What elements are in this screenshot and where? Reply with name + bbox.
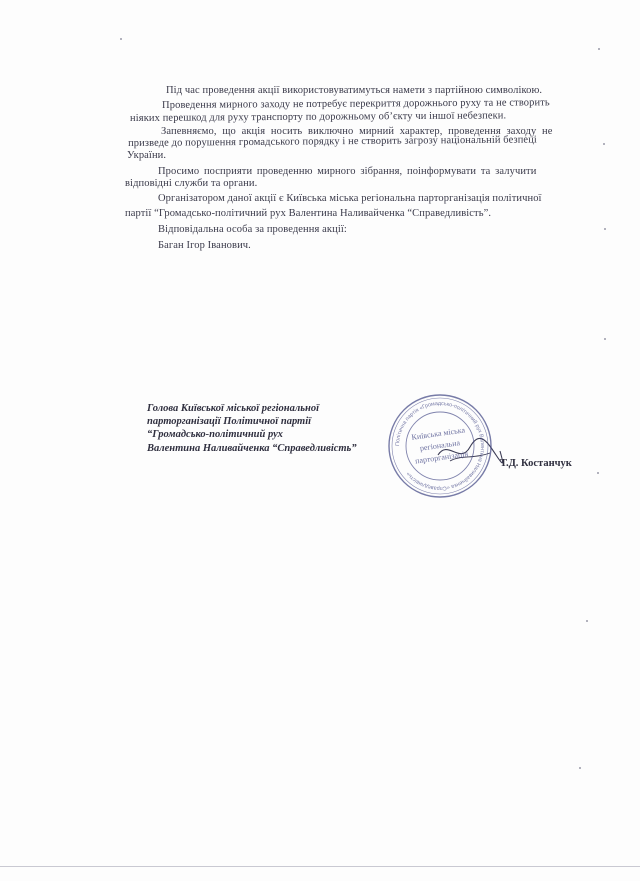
paragraph-4-line-2: відповідні служби та органи. (125, 178, 258, 189)
scan-speck (597, 472, 599, 474)
organization-stamp (386, 392, 494, 500)
paragraph-6-line-1: Відповідальна особа за проведення акції: (158, 224, 347, 235)
signatory-name: Т.Д. Костанчук (500, 458, 572, 469)
stamp-ring-text: Політична партія «Громадсько-політичний рух Валентина Наливайченка «Справедливість» (394, 400, 486, 492)
scan-speck (603, 143, 605, 145)
paragraph-3-line-1: Запевняємо, що акція носить виключно мирний характер, проведення заходу не (161, 126, 553, 137)
paragraph-2-line-1: Проведення мирного заходу не потребує перекриття дорожнього руху та не створить (162, 97, 550, 111)
scan-speck (579, 767, 581, 769)
paragraph-4-line-1: Просимо посприяти проведенню мирного зібрання, поінформувати та залучити (158, 166, 537, 177)
paragraph-7-line-1: Баган Ігор Іванович. (158, 240, 251, 251)
scan-bottom-edge (0, 866, 640, 867)
scan-speck (604, 338, 606, 340)
scan-speck (120, 38, 122, 40)
paragraph-3-line-3: України. (127, 150, 167, 161)
paragraph-5-line-1: Організатором даної акції є Київська міська регіональна парторганізація політичної (158, 193, 542, 204)
scan-speck (586, 620, 588, 622)
scan-speck (598, 48, 600, 50)
stamp-center-line-1: Київська міська (410, 425, 466, 442)
signature-title-line-3: “Громадсько-політичний рух (147, 429, 283, 440)
stamp-center-line-2: регіональна (419, 438, 461, 453)
paragraph-5-line-2: партії “Громадсько-політичний рух Валентина Наливайченка “Справедливість”. (125, 208, 492, 219)
stamp-center-line-3: парторганізація (414, 449, 469, 466)
signature-title-line-1: Голова Київської міської регіональної (147, 403, 320, 414)
paragraph-1-line-1: Під час проведення акції використовуватимуться намети з партійною символікою. (166, 85, 543, 96)
signature-title-line-2: парторганізації Політичної партії (147, 416, 312, 427)
scan-speck (604, 228, 606, 230)
signature-title-line-4: Валентина Наливайченка “Справедливість” (147, 443, 357, 454)
paragraph-3-line-2: призведе до порушення громадського порядку і не створить загрозу національній безпеці (128, 134, 537, 149)
paragraph-2-line-2: ніяких перешкод для руху транспорту по дорожньому об’єкту чи іншої небезпеки. (130, 110, 507, 124)
